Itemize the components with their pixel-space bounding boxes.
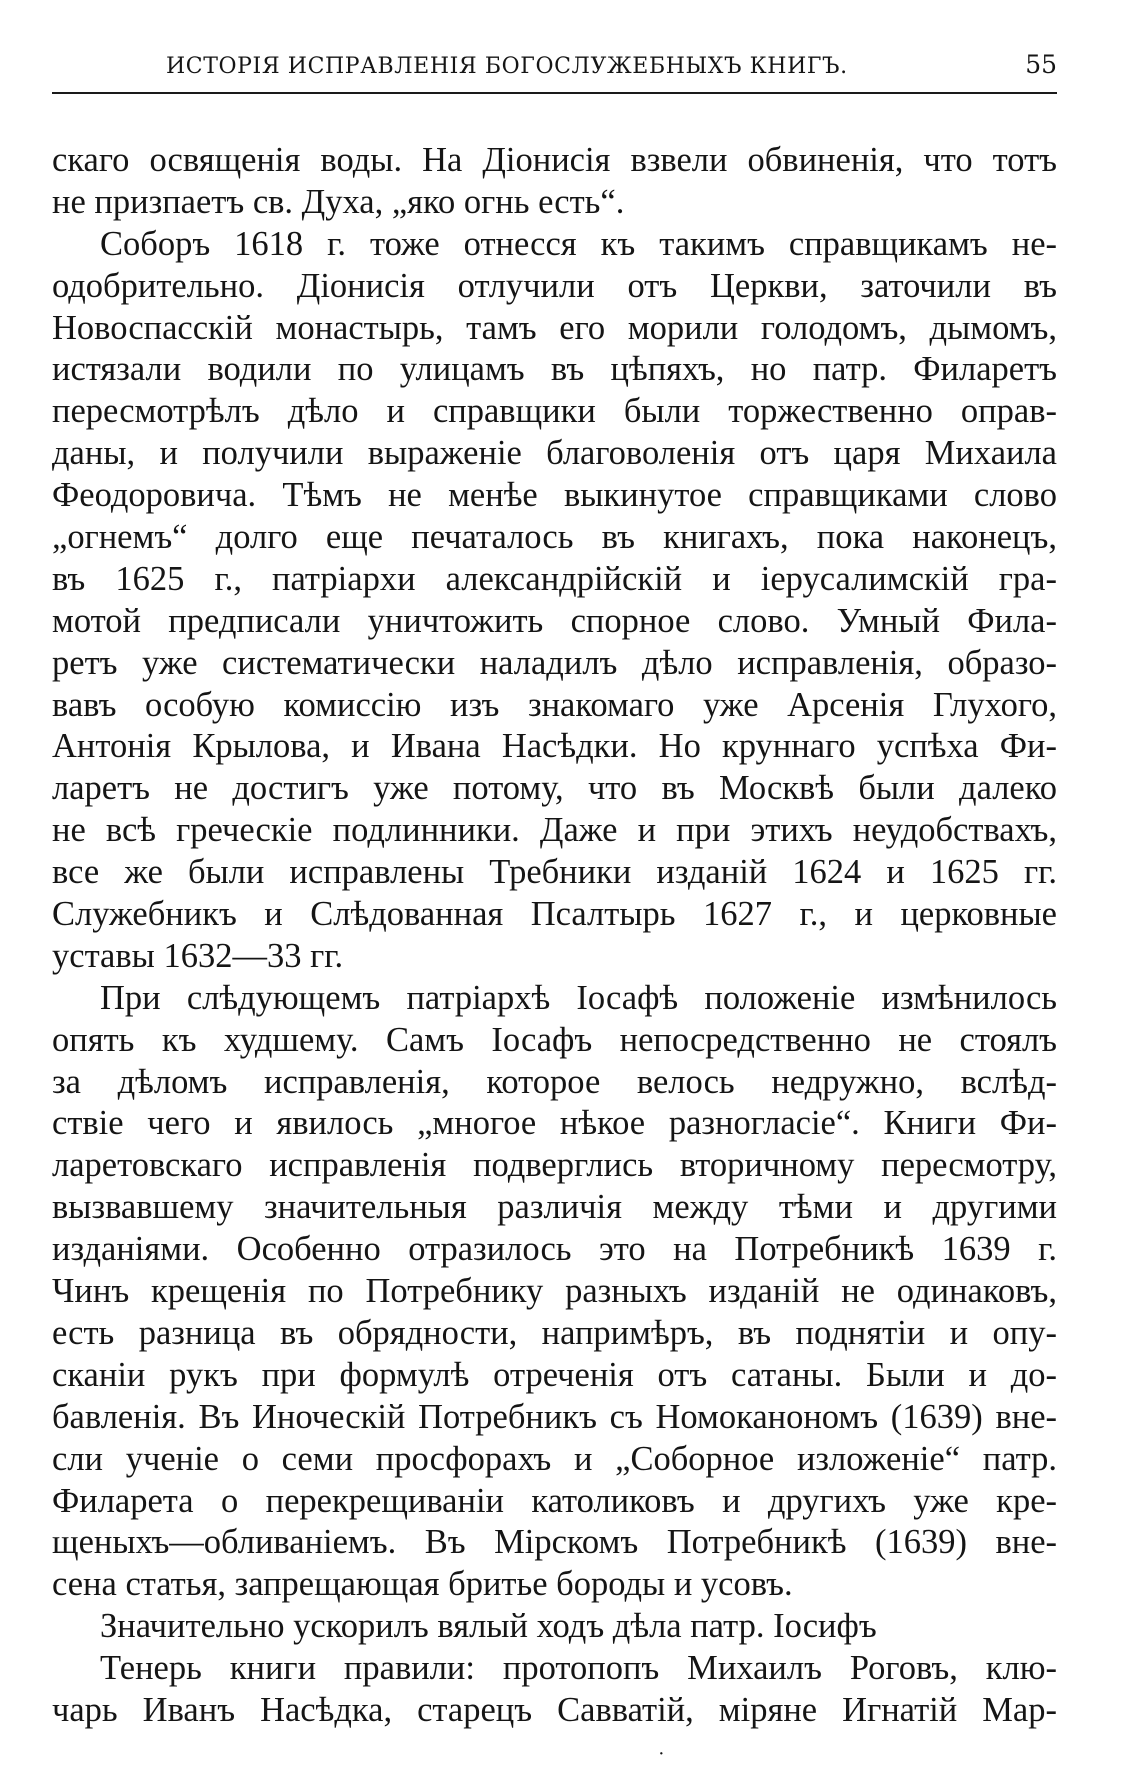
text-line: пересмотрѣлъ дѣло и справщики были торжественно оправ- <box>52 392 1057 431</box>
text-line: скаго освященія воды. На Діонисія взвели обвиненія, что тотъ <box>52 141 1057 179</box>
text-line: все же были исправлены Требники изданій 1624 и 1625 гг. <box>52 853 1057 892</box>
text-line: Антонія Крылова, и Ивана Насѣдки. Но круннаго успѣха Фи- <box>52 727 1057 766</box>
text-line: „огнемъ“ долго еще печаталось въ книгахъ, пока наконецъ, <box>52 518 1057 557</box>
header-rule <box>52 92 1057 94</box>
text-line: чарь Иванъ Насѣдка, старецъ Савватій, міряне Игнатій Мар- <box>52 1690 1057 1729</box>
text-line: щеныхъ—обливаніемъ. Въ Мірскомъ Потребникѣ (1639) вне- <box>52 1523 1057 1562</box>
text-line: Новоспасскій монастырь, тамъ его морили голодомъ, дымомъ, <box>52 308 1057 347</box>
text-line: Значительно ускорилъ вялый ходъ дѣла патр. Іосифъ <box>100 1607 877 1646</box>
text-line: изданіями. Особенно отразилось это на Потребникѣ 1639 г. <box>52 1230 1057 1269</box>
text-line: ларетовскаго исправленія подверглись вторичному пересмотру, <box>52 1146 1057 1185</box>
text-line: опять къ худшему. Самъ Іосафъ непосредственно не стоялъ <box>52 1020 1057 1059</box>
text-line: сли ученіе о семи просфорахъ и „Соборное изложеніе“ патр. <box>52 1439 1057 1478</box>
text-line: въ 1625 г., патріархи александрійскій и іерусалимскій гра- <box>52 559 1057 598</box>
text-line: есть разница въ обрядности, напримѣръ, въ поднятіи и опу- <box>52 1313 1057 1352</box>
running-title: ИСТОРІЯ ИСПРАВЛЕНІЯ БОГОСЛУЖЕБНЫХЪ КНИГЪ. <box>166 54 848 79</box>
text-line: Соборъ 1618 г. тоже отнесся къ такимъ справщикамъ не- <box>100 224 1057 263</box>
text-line: не всѣ греческіе подлинники. Даже и при этихъ неудобствахъ, <box>52 811 1057 850</box>
text-line: Филарета о перекрещиваніи католиковъ и другихъ уже кре- <box>52 1481 1057 1520</box>
text-line: ретъ уже систематически наладилъ дѣло исправленія, образо- <box>52 643 1057 682</box>
page-number: 55 <box>1025 50 1057 79</box>
text-line: Феодоровича. Тѣмъ не менѣе выкинутое справщиками слово <box>52 476 1057 515</box>
text-line: даны, и получили выраженіе благоволенія отъ царя Михаила <box>52 434 1057 473</box>
stray-dot: · <box>658 1743 665 1765</box>
text-line: бавленія. Въ Иноческій Потребникъ съ Номоканономъ (1639) вне- <box>52 1397 1057 1436</box>
text-line: Служебникъ и Слѣдованная Псалтырь 1627 г., и церковные <box>52 895 1057 934</box>
text-line: за дѣломъ исправленія, которое велось недружно, вслѣд- <box>52 1062 1057 1101</box>
text-line: не призпаетъ св. Духа, „яко огнь есть“. <box>52 182 625 221</box>
text-line: Чинъ крещенія по Потребнику разныхъ изданій не одинаковъ, <box>52 1272 1057 1311</box>
text-line: ствіе чего и явилось „многое нѣкое разногласіе“. Книги Фи- <box>52 1104 1057 1143</box>
text-line: одобрительно. Діонисія отлучили отъ Церкви, заточили въ <box>52 266 1057 305</box>
text-line: Тенерь книги правили: протопопъ Михаилъ Роговъ, клю- <box>100 1649 1057 1688</box>
text-line: мотой предписали уничтожить спорное слово. Умный Фила- <box>52 601 1057 640</box>
book-page <box>52 48 1057 1729</box>
text-line: истязали водили по улицамъ въ цѣпяхъ, но патр. Филаретъ <box>52 350 1057 389</box>
text-line: При слѣдующемъ патріархѣ Іосафѣ положеніе измѣнилось <box>100 978 1057 1017</box>
text-line: уставы 1632—33 гг. <box>52 936 344 975</box>
text-line: вызвавшему значительныя различія между тѣми и другими <box>52 1188 1057 1227</box>
text-line: ларетъ не достигъ уже потому, что въ Москвѣ были далеко <box>52 769 1057 808</box>
body-text <box>52 140 1057 1732</box>
text-line: вавъ особую комиссію изъ знакомаго уже Арсенія Глухого, <box>52 685 1057 724</box>
text-line: сена статья, запрещающая бритье бороды и усовъ. <box>52 1565 793 1604</box>
text-line: сканіи рукъ при формулѣ отреченія отъ сатаны. Были и до- <box>52 1355 1057 1394</box>
running-header <box>52 48 1057 88</box>
